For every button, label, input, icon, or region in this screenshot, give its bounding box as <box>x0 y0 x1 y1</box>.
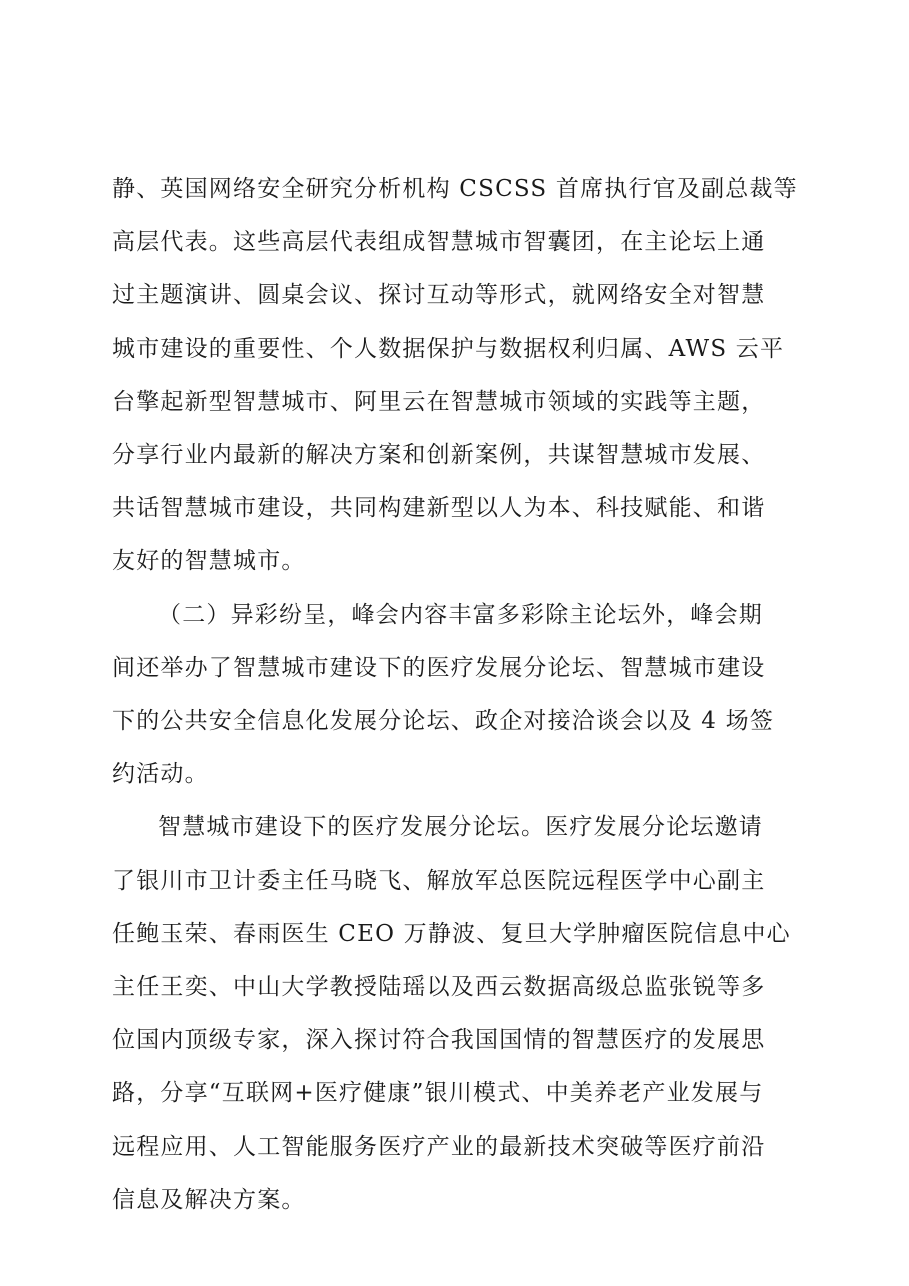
text-line: 共话智慧城市建设，共同构建新型以人为本、科技赋能、和谐 <box>112 495 766 522</box>
text-line: （二）异彩纷呈，峰会内容丰富多彩除主论坛外，峰会期 <box>158 601 763 628</box>
paragraph-2 <box>112 589 802 802</box>
text-line: 信息及解决方案。 <box>112 1186 306 1213</box>
text-line: 友好的智慧城市。 <box>112 548 306 575</box>
body-text <box>112 163 802 1227</box>
text-line: 下的公共安全信息化发展分论坛、政企对接洽谈会以及 4 场签 <box>112 708 775 735</box>
text-line: 静、英国网络安全研究分析机构 CSCSS 首席执行官及副总裁等 <box>112 176 798 202</box>
text-line: 约活动。 <box>112 761 209 788</box>
text-line: 过主题演讲、圆桌会议、探讨互动等形式，就网络安全对智慧 <box>112 282 766 309</box>
text-line: 智慧城市建设下的医疗发展分论坛。医疗发展分论坛邀请 <box>158 814 763 841</box>
paragraph-3 <box>112 801 802 1227</box>
text-line: 位国内顶级专家，深入探讨符合我国国情的智慧医疗的发展思 <box>112 1027 766 1054</box>
text-line: 路，分享“互联网+医疗健康”银川模式、中美养老产业发展与 <box>112 1080 764 1107</box>
text-line: 分享行业内最新的解决方案和创新案例，共谋智慧城市发展、 <box>112 442 766 469</box>
text-line: 城市建设的重要性、个人数据保护与数据权利归属、AWS 云平 <box>112 335 785 362</box>
text-line: 台擎起新型智慧城市、阿里云在智慧城市领域的实践等主题， <box>112 388 766 415</box>
text-line: 任鲍玉荣、春雨医生 CEO 万静波、复旦大学肿瘤医院信息中心 <box>112 920 791 947</box>
text-line: 间还举办了智慧城市建设下的医疗发展分论坛、智慧城市建设 <box>112 654 766 681</box>
paragraph-1 <box>112 163 802 589</box>
text-line: 了银川市卫计委主任马晓飞、解放军总医院远程医学中心副主 <box>112 867 766 894</box>
text-line: 远程应用、人工智能服务医疗产业的最新技术突破等医疗前沿 <box>112 1133 766 1160</box>
text-line: 主任王奕、中山大学教授陆瑶以及西云数据高级总监张锐等多 <box>112 974 766 1001</box>
text-line: 高层代表。这些高层代表组成智慧城市智囊团，在主论坛上通 <box>112 229 766 256</box>
